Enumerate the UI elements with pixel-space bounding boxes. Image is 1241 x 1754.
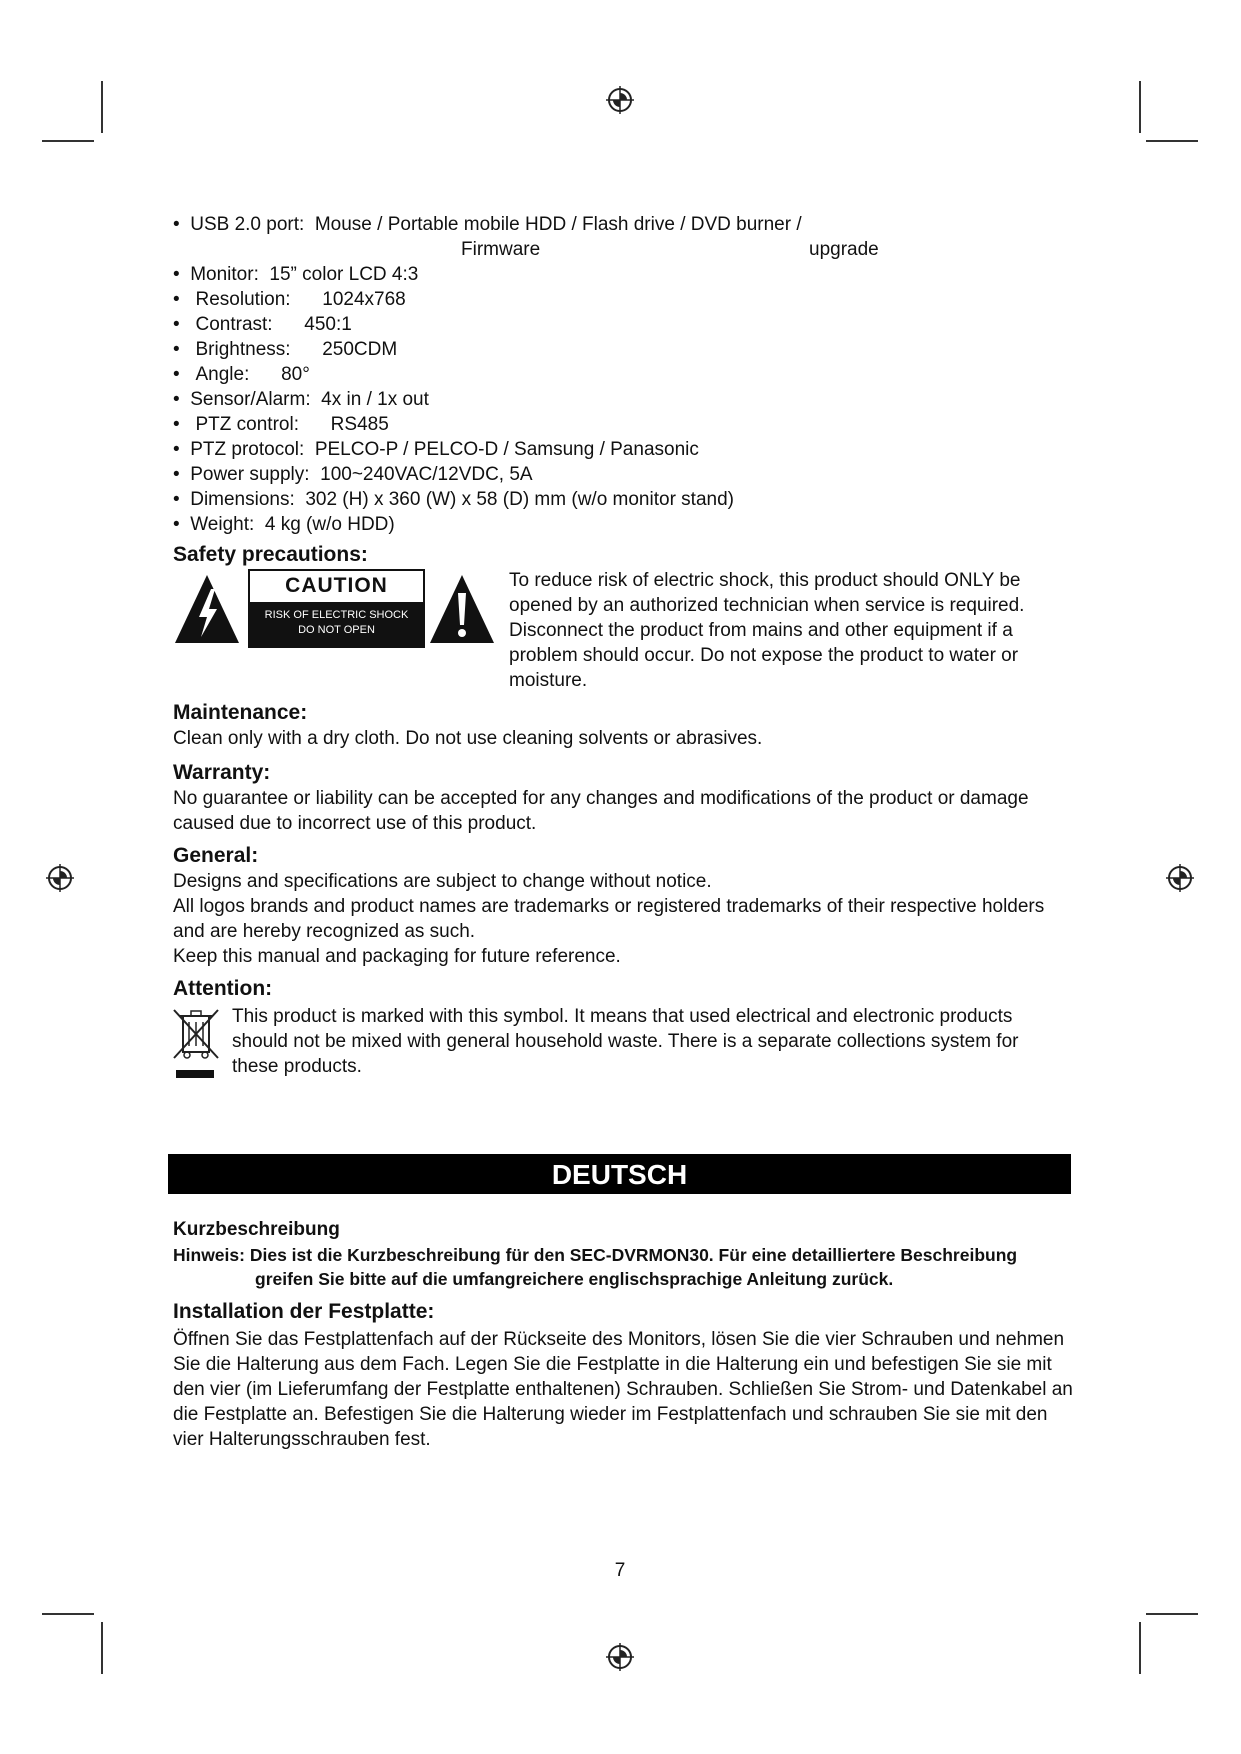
caution-subtitle-box [250,602,423,646]
spec-item: • PTZ protocol: PELCO-P / PELCO-D / Samsung / Panasonic [173,439,699,460]
registration-mark-icon [605,1642,635,1672]
spec-label: USB 2.0 port: [190,214,305,235]
registration-mark-icon [1165,863,1195,893]
crop-mark [1146,140,1198,142]
spec-label: Monitor: [190,264,259,285]
warranty-text: No guarantee or liability can be accepted for any changes and modifications of the product or damage caused due to incorrect use of this product. [173,788,1029,834]
crop-mark [42,1613,94,1615]
safety-text: To reduce risk of electric shock, this product should ONLY be opened by an authorized technician when service is required. Disconnect the product from mains and other equipment if a problem should occur. Do not expose the product to water or moisture. [509,570,1025,691]
general-line: All logos brands and product names are trademarks or registered trademarks of their respective holders and are hereby recognized as such. [173,896,1045,942]
spec-item: • Contrast: 450:1 [173,314,352,335]
spec-item: • Sensor/Alarm: 4x in / 1x out [173,389,429,410]
note-text: Dies ist die Kurzbeschreibung für den SEC-DVRMON30. Für eine detailliertere Beschreibung [249,1245,1018,1265]
caution-label [248,569,425,648]
spec-item: • Brightness: 250CDM [173,339,398,360]
general-line: Designs and specifications are subject to change without notice. [173,871,712,892]
language-banner: DEUTSCH [168,1154,1071,1194]
spec-item: • Dimensions: 302 (H) x 360 (W) x 58 (D) mm (w/o monitor stand) [173,489,734,510]
spec-label: Contrast: [195,314,273,335]
spec-item: • Angle: 80° [173,364,310,385]
spec-value: PELCO-P / PELCO-D / Samsung / Panasonic [314,439,699,460]
general-line: Keep this manual and packaging for future reference. [173,946,621,967]
spec-value: 250CDM [322,339,398,360]
crop-mark [1139,1622,1141,1674]
crossed-bin-icon [172,1006,220,1080]
spec-label: Sensor/Alarm: [190,389,311,410]
spec-continuation: upgrade [809,239,879,260]
crop-mark [1146,1613,1198,1615]
caution-line: DO NOT OPEN [298,624,375,636]
spec-value: 302 (H) x 360 (W) x 58 (D) mm (w/o monitor stand) [305,489,734,510]
spec-label: Resolution: [195,289,291,310]
note-line-1 [173,1243,1017,1267]
spec-value: 100~240VAC/12VDC, 5A [320,464,533,485]
spec-label: PTZ control: [195,414,299,435]
caution-line: RISK OF ELECTRIC SHOCK [264,609,409,621]
spec-label: Dimensions: [190,489,295,510]
install-text: Öffnen Sie das Festplattenfach auf der Rückseite des Monitors, lösen Sie die vier Schrauben und nehmen Sie die Halterung aus dem Fach. Legen Sie die Festplatte in die Halterung ein und befestigen Sie sie mit den vier (im Lieferumfang der Festplatte enthaltenen) Schrauben. Schließen Sie Strom- und Datenkabel an die Festplatte an. Befestigen Sie die Halterung wieder im Festplattenfach und schrauben Sie sie mit den vier Halterungsschrauben fest. [173,1329,1073,1450]
maintenance-heading: Maintenance: [173,701,308,724]
note-line-2: greifen Sie bitte auf die umfangreichere englischsprachige Anleitung zurück. [255,1269,894,1289]
install-heading: Installation der Festplatte: [173,1300,435,1323]
spec-label: Power supply: [190,464,310,485]
short-description-heading: Kurzbeschreibung [173,1219,340,1240]
page-number: 7 [614,1560,626,1581]
spec-item: • Power supply: 100~240VAC/12VDC, 5A [173,464,533,485]
spec-value: 1024x768 [322,289,406,310]
attention-heading: Attention: [173,977,273,1000]
spec-value: RS485 [330,414,389,435]
spec-value: 4 kg (w/o HDD) [264,514,395,535]
caution-title: CAUTION [285,574,388,597]
general-heading: General: [173,844,259,867]
spec-label: Weight: [190,514,255,535]
spec-continuation: Firmware [461,239,541,260]
registration-mark-icon [605,85,635,115]
spec-value: 80° [281,364,310,385]
spec-label: Brightness: [195,339,291,360]
spec-value: 15” color LCD 4:3 [269,264,419,285]
crop-mark [42,140,94,142]
maintenance-text: Clean only with a dry cloth. Do not use cleaning solvents or abrasives. [173,728,763,749]
spec-label: PTZ protocol: [190,439,305,460]
spec-item: • PTZ control: RS485 [173,414,389,435]
exclamation-warning-icon [428,573,496,645]
general-text [173,869,1073,969]
spec-item: • Resolution: 1024x768 [173,289,406,310]
crop-mark [1139,81,1141,133]
attention-text: This product is marked with this symbol. It means that used electrical and electronic products should not be mixed with general household waste. There is a separate collections system for these products. [232,1006,1019,1077]
spec-label: Angle: [195,364,250,385]
crop-mark [101,1622,103,1674]
spec-item: • USB 2.0 port: Mouse / Portable mobile HDD / Flash drive / DVD burner / [173,214,802,235]
safety-heading: Safety precautions: [173,543,368,566]
warranty-heading: Warranty: [173,761,271,784]
electric-shock-warning-icon [173,573,241,645]
spec-value: 450:1 [304,314,352,335]
note-label: Hinweis: [173,1245,245,1265]
crop-mark [101,81,103,133]
registration-mark-icon [45,863,75,893]
spec-value: Mouse / Portable mobile HDD / Flash drive / DVD burner / [314,214,802,235]
spec-item: • Weight: 4 kg (w/o HDD) [173,514,395,535]
spec-item: • Monitor: 15” color LCD 4:3 [173,264,419,285]
spec-value: 4x in / 1x out [321,389,429,410]
